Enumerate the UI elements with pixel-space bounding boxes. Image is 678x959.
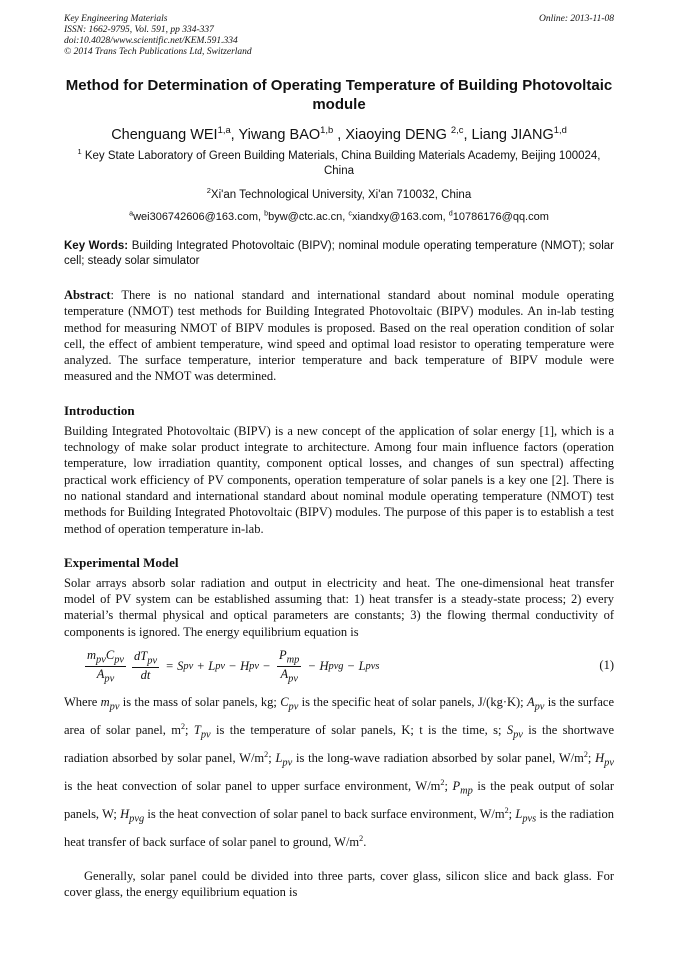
abstract-label: Abstract: [64, 288, 111, 302]
issn-line: ISSN: 1662-9795, Vol. 591, pp 334-337: [64, 25, 214, 35]
abstract-text: : There is no national standard and international standard about nominal module operating temperature (NMOT) test methods for Building Integrated Photovoltaic (BIPV) modules. An in-lab testing method for measuring NMOT of BIPV modules is proposed. Based on the real operation condition of solar cell, the effect of ambient temperature, wind speed and optimal load resistor to operating temperature were analyzed. The surface temperature, interior temperature and back temperature of BIPV module were measured and the NMOT was determined.: [64, 288, 614, 384]
author-2: Yiwang BAO$^{1,b}$: [238, 124, 334, 143]
affiliation-2: $^2$Xi'an Technological University, Xi'an 710032, China: [206, 186, 472, 201]
experimental-text: Solar arrays absorb solar radiation and output in electricity and heat. The one-dimensional heat transfer model of PV system can be established assuming that: 1) heat transfer is a steady-state process; 2) every material’s thermal physical and optical parameters are constants; 3) the flowing thermal conductivity of components is ignored. The energy equilibrium equation is: [64, 575, 614, 639]
email-a[interactable]: wei306742606@163.com: [133, 211, 258, 223]
keywords: [64, 239, 614, 269]
author-4: Liang JIANG$^{1,d}$: [471, 124, 567, 143]
closing-paragraph: Generally, solar panel could be divided into three parts, cover glass, silicon slice and back glass. For cover glass, the energy equilibrium equation is: [64, 868, 614, 899]
paper-page: [64, 14, 614, 900]
equation-1: [64, 645, 614, 687]
online-date: Online: 2013-11-08: [538, 14, 614, 24]
email-list: $^a$wei306742606@163.com, $^b$byw@ctc.ac.cn, $^c$xiandxy@163.com, $^d$10786176@qq.com: [129, 209, 549, 223]
variable-definitions: Where $m_{pv}$ is the mass of solar panels, kg; $C_{pv}$ is the specific heat of solar panels, J/(kg·K); $A_{pv}$ is the surface area of solar panel, $m^2$; $T_{pv}$ is the temperature of solar panels, K; t is the time, s; $S_{pv}$ is the shortwave radiation absorbed by solar panel, $W/m^2$; $L_{pv}$ is the long-wave radiation absorbed by solar panel, $W/m^2$; $H_{pv}$ is the heat convection of solar panel to upper surface environment, $W/m^2$; $P_{mp}$ is the peak output of solar panels, W; $H_{pvg}$ is the heat convection of solar panel to back surface environment, $W/m^2$; $L_{pvs}$ is the radiation heat transfer of back surface of solar panel to ground, $W/m^2$.: [64, 695, 615, 850]
affiliation-1: $^1$ Key State Laboratory of Green Building Materials, China Building Materials Academy, Beijing 100024, China: [77, 147, 601, 177]
author-3: Xiaoying DENG $^{2,c}$: [345, 124, 464, 143]
email-b[interactable]: byw@ctc.ac.cn: [268, 211, 343, 223]
paper-title: Method for Determination of Operating Temperature of Building Photovoltaic module: [65, 77, 613, 113]
author-1: Chenguang WEI$^{1,a}$: [111, 124, 231, 143]
copyright-line: © 2014 Trans Tech Publications Ltd, Switzerland: [64, 47, 252, 57]
keywords-label: Key Words:: [64, 240, 129, 252]
doi-line: doi:10.4028/www.scientific.net/KEM.591.334: [64, 36, 238, 46]
introduction-text: Building Integrated Photovoltaic (BIPV) is a new concept of the application of solar energy [1], which is a technology of make solar product integrate to architecture. Among four main influence factors (operation temperature, low irradiation quantity, component optical losses, and changes of sun spectral) affecting practical work efficiency of PV components, operation temperature of solar panels is a key one [2]. There is no national standard and international standard about nominal module operating temperature (NMOT) test methods for Building Integrated Photovoltaic (BIPV) modules. The purpose of this paper is to establish a test method of operation temperature in-lab.: [64, 423, 614, 536]
introduction-heading: Introduction: [64, 402, 135, 418]
journal-name: Key Engineering Materials: [64, 14, 168, 24]
abstract: [64, 287, 614, 385]
author-list: Chenguang WEI$^{1,a}$, Yiwang BAO$^{1,b}$ , Xiaoying DENG $^{2,c}$, Liang JIANG$^{1,d}$: [111, 124, 567, 143]
email-d[interactable]: 10786176@qq.com: [452, 211, 549, 223]
journal-header: [64, 14, 614, 58]
experimental-heading: Experimental Model: [64, 554, 179, 570]
equation-number: (1): [599, 658, 614, 673]
keywords-text: Building Integrated Photovoltaic (BIPV); nominal module operating temperature (NMOT); solar cell; steady solar simulator: [64, 240, 614, 267]
equation-formula: $\frac{m_{pv}C_{pv}}{A_{pv}}$ $\frac{dT_{pv}}{dt}$ = S pv + L pv − H pv − $\frac{P_{mp}}{A_{pv}}$ − H pvg − L pvs: [87, 648, 380, 685]
email-c[interactable]: xiandxy@163.com: [351, 211, 443, 223]
